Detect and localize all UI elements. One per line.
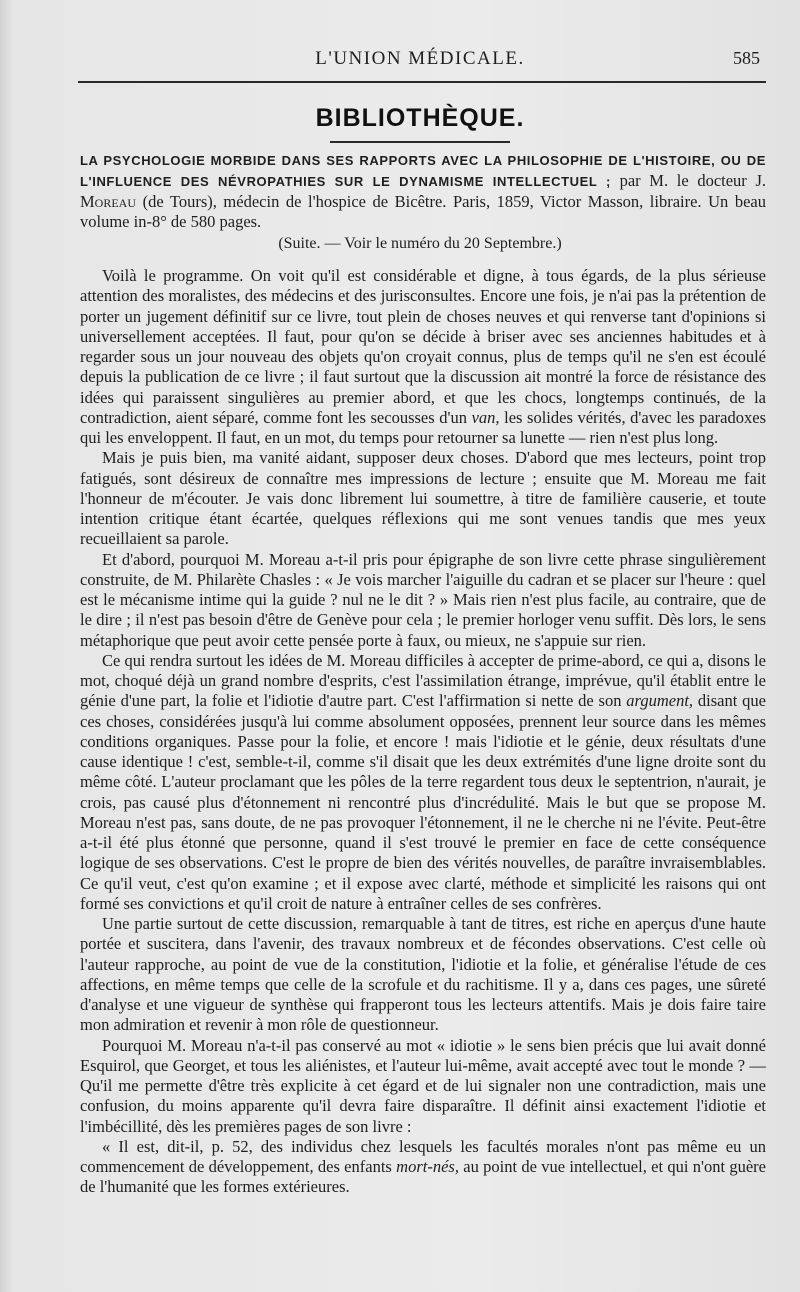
paragraph-text: Ce qui rendra surtout les idées de M. Moreau difficiles à accepter de prime-abord, ce qui a, disons le mot, choqué déjà un grand nombre d'esprits, c'est l'assimilation étrange, imprévue, qu'il établit entre le génie d'une part, la folie et l'idiotie d'autre part. C'est l'affirmation si nette de son [80,650,766,711]
book-title: LA PSYCHOLOGIE MORBIDE DANS SES RAPPORTS AVEC LA PHILOSOPHIE DE L'HISTOIRE, OU DE L'INFLUENCE DES NÉVROPATHIES SUR LE DYNAMISME INTELLECTUEL ; [80,153,766,189]
paragraph-7 [80,1137,766,1198]
paragraph-text: les solides vérités, d'avec les paradoxes qui les enveloppent. Il faut, en un mot, du temps pour retourner sa lunette — rien n'est plus long. [80,407,766,447]
paragraph-4 [80,651,766,914]
by-line: par M. le docteur J. [619,171,767,190]
header-rule [78,81,766,83]
publication-details: (de Tours), médecin de l'hospice de Bicêtre. Paris, 1859, Victor Masson, libraire. Un beau volume in-8° de 580 pages. [80,192,766,231]
paragraph-text: disant que ces choses, considérées jusqu'à lui comme absolument opposées, prennent leur source dans les mêmes conditions organiques. Passe pour la folie, et encore ! mais l'idiotie et le génie, deux résultats d'une cause identique ! c'est, semble-t-il, comme s'il disait que les deux extrémités d'une ligne droite sont du même côté. L'auteur proclamant que les pôles de la terre regardent tous deux le septentrion, n'aurait, je crois, pas causé plus d'étonnement ni rencontré plus d'incrédulité. Mais le but que se propose M. Moreau n'est pas, sans doute, de ne pas provoquer l'étonnement, il ne le cherche ni ne l'évite. Peut-être a-t-il été plus étonné que personne, quand il s'est trouvé le premier en face de cette conséquence logique de ses observations. C'est le propre de bien des vérités nouvelles, de paraître invraisemblables. Ce qu'il veut, c'est qu'on examine ; et il expose avec clarté, méthode et simplicité les raisons qui ont formé ses convictions et qu'il croit de nature à entraîner celles de ses confrères. [80,691,766,913]
paragraph-1 [80,266,766,448]
running-title: L'UNION MÉDICALE. [315,48,525,69]
paragraph-text: au point de vue intellectuel, et qui n'ont guère de l'humanité que les formes extérieures. [80,1157,767,1197]
paragraph-6: Pourquoi M. Moreau n'a-t-il pas conservé au mot « idiotie » le sens bien précis que lui avait donné Esquirol, que Georget, et tous les aliénistes, et l'auteur lui-même, avait accepté avec tout le monde ? — Qu'il me permette d'être très explicite à cet égard et de lui signaler non une contradiction, mais une confusion, du moins apparente qu'il devra faire disparaître. Il définit ainsi exactement l'idiotie et l'imbécillité, dès les premières pages de son livre : [80,1035,766,1136]
section-title: BIBLIOTHÈQUE. [315,104,525,132]
continuation-note: (Suite. — Voir le numéro du 20 Septembre.) [278,235,562,252]
paragraph-3: Et d'abord, pourquoi M. Moreau a-t-il pris pour épigraphe de son livre cette phrase singulièrement construite, de M. Philarète Chasles : « Je vois marcher l'aiguille du cadran et se placer sur l'heure : quel est le mécanisme intime qui la guide ? nul ne le dit ? » Mais rien n'est plus facile, au contraire, que de le dire ; il n'est pas besoin d'être de Genève pour cela ; le premier horloger venu suffit. Dès lors, le sens métaphorique que peut avoir cette pensée porte à faux, ou mieux, ne s'appuie sur rien. [80,549,766,650]
paragraph-text: Voilà le programme. On voit qu'il est considérable et digne, à tous égards, de la plus sérieuse attention des moralistes, des médecins et des jurisconsultes. Encore une fois, je n'ai pas la prétention de porter un jugement définitif sur ce livre, tout plein de choses neuves et qui renverse tant d'opinions si universellement acceptées. Il faut, pour qu'on se décide à briser avec ses anciennes habitudes et à regarder sous un jour nouveau des objets qu'on croyait connus, plus de temps qu'il ne s'en est écoulé depuis la publication de ce livre ; il faut surtout que la discussion ait montré la force de résistance des idées qui paraissent singulières au premier abord, et que les chocs, longtemps continués, de la contradiction, aient séparé, comme font les secousses d'un [80,266,766,427]
page-header [80,46,760,74]
paragraph-5: Une partie surtout de cette discussion, remarquable à tant de titres, est riche en aperçus d'une haute portée et suscitera, dans l'avenir, des travaux nombreux et de fécondes observations. C'est celle où l'auteur rapproche, au point de vue de la constitution, l'idiotie et la folie, et généralise l'étude de ces affections, en même temps que celle de la scrofule et du rachitisme. Il y a, dans ces pages, une sûreté d'analyse et une vigueur de synthèse qui frapperont tous les lecteurs attentifs. Mais je dois faire taire mon admiration et revenir à mon rôle de questionneur. [80,914,766,1035]
emphasis: van, [471,407,500,427]
emphasis: argument, [626,691,694,711]
article-body [80,266,766,1198]
paragraph-text: « Il est, dit-il, p. 52, des individus chez lesquels les facultés morales n'ont pas même eu un commencement de développement, des enfants [80,1136,766,1176]
paragraph-2: Mais je puis bien, ma vanité aidant, supposer deux choses. D'abord que mes lecteurs, point trop fatigués, sont désireux de connaître mes impressions de lecture ; ensuite que M. Moreau me fait l'honneur de m'écouter. Je vais donc librement lui soumettre, à titre de familière causerie, et toute intention critique étant écartée, quelques réflexions qui me sont venues tandis que mes yeux recueillaient sa parole. [80,448,766,549]
emphasis: mort-nés, [396,1157,459,1176]
bibliographic-entry [80,150,766,232]
author-name: Moreau [80,192,137,211]
page-number: 585 [733,48,760,68]
title-rule [330,141,510,143]
